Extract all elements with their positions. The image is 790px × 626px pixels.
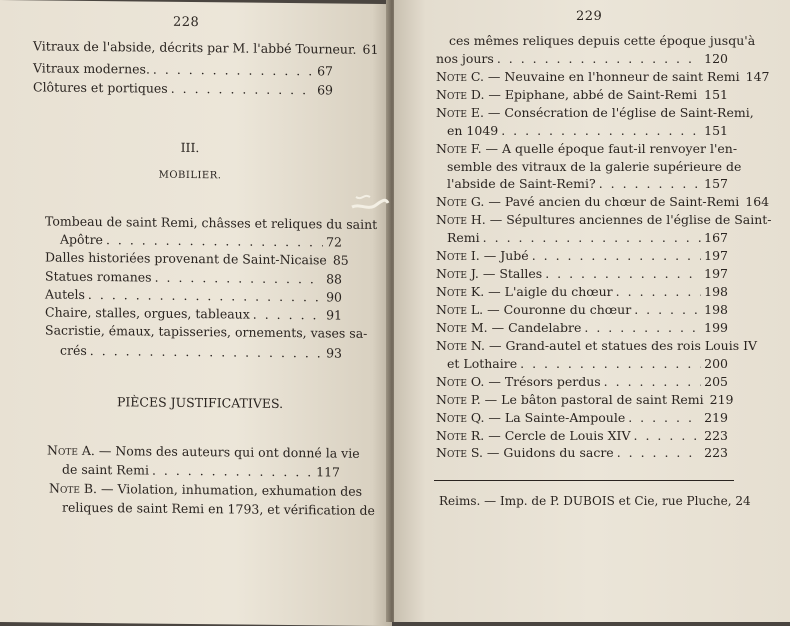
toc-entry: de saint Remi . . . 117	[62, 462, 340, 480]
toc-entry: Clôtures et portiques . . . 69	[33, 79, 333, 97]
section-title: MOBILIER.	[158, 169, 222, 182]
toc-entry: Vitraux de l'abside, décrits par M. l'abbé Tourneur. 61	[33, 38, 379, 57]
toc-entry: Statues romanes . . . 88	[45, 268, 342, 286]
toc-entry: Note C. — Neuvaine en l'honneur de saint Remi 147	[436, 69, 770, 84]
toc-entry: Dalles historiées provenant de Saint-Nicaise 85	[45, 249, 349, 268]
section-number: III.	[180, 139, 200, 156]
toc-entry-line: ces mêmes reliques depuis cette époque jusqu'à	[449, 33, 756, 48]
toc-entry: Vitraux modernes. . . . 67	[33, 60, 333, 78]
imprint-rule	[434, 480, 734, 481]
note-line: Note F. — A quelle époque faut-il renvoyer l'en-	[436, 141, 738, 156]
toc-entry-line: Tombeau de saint Remi, châsses et reliques du saint	[45, 213, 378, 232]
toc-entry: Chaire, stalles, orgues, tableaux . . . 91	[45, 304, 342, 322]
toc-entry: crés . . . 93	[60, 343, 342, 361]
note-line: Note A. — Noms des auteurs qui ont donné la vie	[47, 442, 360, 461]
toc-entry: Note D. — Epiphane, abbé de Saint-Remi . . . 151	[436, 87, 728, 102]
toc-entry: Remi . . . 167	[447, 230, 728, 245]
toc-entry: Apôtre . . . 72	[60, 232, 342, 250]
toc-entry: Note O. — Trésors perdus . . . 205	[436, 374, 728, 389]
binding-thread	[350, 185, 390, 225]
page-number: 229	[576, 9, 603, 24]
toc-entry: nos jours . . . 120	[436, 51, 728, 66]
pieces-title: PIÈCES JUSTIFICATIVES.	[116, 394, 284, 411]
left-page	[0, 0, 392, 626]
note-line: Note H. — Sépultures anciennes de l'église de Saint-	[436, 212, 772, 227]
toc-entry: en 1049 . . . 151	[447, 123, 728, 138]
toc-entry: Note Q. — La Sainte-Ampoule . . . 219	[436, 410, 728, 425]
note-line: Note N. — Grand-autel et statues des rois Louis IV	[436, 338, 758, 353]
note-line: reliques de saint Remi en 1793, et vérification de	[62, 499, 375, 518]
toc-entry: Note J. — Stalles . . . 197	[436, 266, 728, 281]
toc-entry: Note M. — Candelabre . . . 199	[436, 320, 728, 335]
toc-entry: Note P. — Le bâton pastoral de saint Remi 219	[436, 392, 734, 407]
toc-entry: Note L. — Couronne du chœur . . . 198	[436, 302, 728, 317]
toc-entry: Autels . . . 90	[45, 286, 342, 304]
page-number: 228	[173, 14, 200, 31]
toc-entry-line: Sacristie, émaux, tapisseries, ornements, vases sa-	[45, 322, 368, 341]
toc-entry: et Lothaire . . . 200	[447, 356, 728, 371]
toc-entry: Note I. — Jubé . . . 197	[436, 248, 728, 263]
right-page	[394, 0, 790, 622]
toc-entry: Note R. — Cercle de Louis XIV . . . 223	[436, 428, 728, 443]
note-line: Note E. — Consécration de l'église de Saint-Remi,	[436, 105, 754, 120]
printer-imprint: Reims. — Imp. de P. DUBOIS et Cie, rue Pluche, 24	[439, 494, 751, 508]
note-line: semble des vitraux de la galerie supérieure de	[447, 159, 742, 174]
note-line: Note B. — Violation, inhumation, exhumation des	[49, 480, 363, 499]
toc-entry: Note S. — Guidons du sacre . . . 223	[436, 445, 728, 460]
toc-entry: Note G. — Pavé ancien du chœur de Saint-Remi 164	[436, 194, 770, 209]
toc-entry: l'abside de Saint-Remi? . . . 157	[447, 176, 728, 191]
toc-entry: Note K. — L'aigle du chœur . . . 198	[436, 284, 728, 299]
